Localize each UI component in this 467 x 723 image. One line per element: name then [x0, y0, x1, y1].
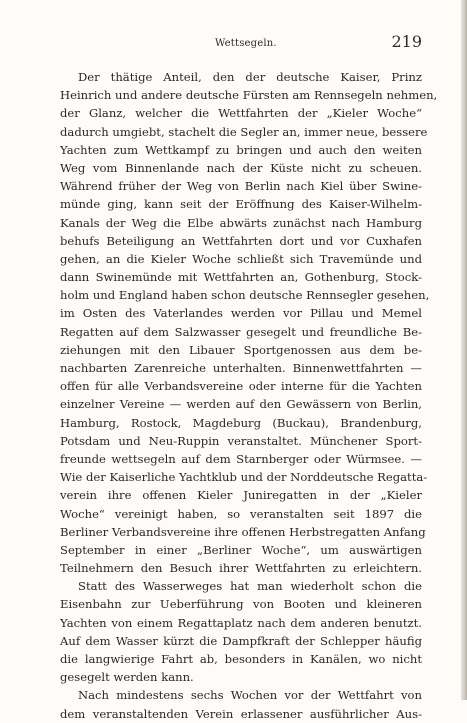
text-line: Berliner Verbandsvereine ihre offenen Herbstregatten Anfang: [60, 524, 426, 539]
text-line: dem veranstaltenden Verein erlassener ausführlicher Aus-: [60, 706, 422, 721]
text-line: verein ihre offenen Kieler Juniregatten in der „Kieler: [60, 488, 422, 503]
text-line: gehen, an die Kieler Woche schließt sich Travemünde und: [60, 251, 422, 266]
text-line: nachbarten Zarenreiche unterhalten. Binnenwettfahrten —: [60, 361, 422, 375]
text-line: Eisenbahn zur Ueberführung von Booten und kleineren: [60, 597, 422, 612]
text-line: die langwierige Fahrt ab, besonders in Kanälen, wo nicht: [60, 652, 422, 666]
text-line: holm und England haben schon deutsche Rennsegler gesehen,: [60, 288, 430, 303]
text-line: Nach mindestens sechs Wochen vor der Wettfahrt von: [78, 688, 422, 703]
text-line: Potsdam und Neu-Ruppin veranstaltet. Münchener Sport-: [60, 433, 422, 448]
text-line: Yachten zum Wettkampf zu bringen und auch den weiten: [60, 142, 422, 157]
body-text: [60, 68, 438, 723]
text-line: Yachten von einem Regattaplatz nach dem anderen benutzt.: [60, 615, 422, 630]
text-line: Teilnehmern den Besuch ihrer Wettfahrten zu erleichtern.: [60, 561, 422, 576]
text-line: freunde wettsegeln auf dem Starnberger oder Würmsee. —: [60, 451, 422, 466]
page-edge-shadow: [461, 0, 467, 700]
text-line: September in einer „Berliner Woche“, um auswärtigen: [60, 542, 422, 557]
page-header: [60, 30, 422, 56]
text-line: Woche“ vereinigt haben, so veranstalten seit 1897 die: [60, 506, 422, 521]
text-line: dann Swinemünde mit Wettfahrten an, Gothenburg, Stock-: [60, 270, 422, 285]
text-line: gesegelt werden kann.: [60, 670, 194, 685]
text-line: Während früher der Weg von Berlin nach Kiel über Swine-: [60, 179, 422, 194]
text-line: einzelner Vereine — werden auf den Gewässern von Berlin,: [60, 397, 422, 412]
running-head: Wettsegeln.: [215, 38, 277, 49]
text-line: im Osten des Vaterlandes werden vor Pillau und Memel: [60, 306, 422, 321]
text-line: Auf dem Wasser kürzt die Dampfkraft der Schlepper häufig: [60, 633, 422, 648]
text-line: Regatten auf dem Salzwasser gesegelt und freundliche Be-: [60, 324, 422, 339]
text-line: ziehungen mit den Libauer Sportgenossen aus dem be-: [60, 342, 422, 357]
page-number: 219: [391, 32, 422, 51]
text-line: behufs Beteiligung an Wettfahrten dort und vor Cuxhafen: [60, 233, 422, 248]
text-line: Der thätige Anteil, den der deutsche Kaiser, Prinz: [78, 70, 422, 84]
text-line: Kanals der Weg die Elbe abwärts zunächst nach Hamburg: [60, 215, 422, 230]
text-line: Hamburg, Rostock, Magdeburg (Buckau), Brandenburg,: [60, 415, 422, 430]
text-line: Weg vom Binnenlande nach der Küste nicht zu scheuen.: [60, 160, 422, 175]
text-line: Statt des Wasserweges hat man wiederholt schon die: [78, 579, 422, 594]
text-line: der Glanz, welcher die Wettfahrten der „Kieler Woche“: [60, 106, 422, 121]
text-line: Heinrich und andere deutsche Fürsten am Rennsegeln nehmen,: [60, 88, 438, 103]
text-line: Wie der Kaiserliche Yachtklub und der Norddeutsche Regatta-: [60, 470, 428, 485]
text-line: offen für alle Verbandsvereine oder interne für die Yachten: [60, 379, 422, 394]
text-line: münde ging, kann seit der Eröffnung des Kaiser-Wilhelm-: [60, 197, 422, 212]
text-line: dadurch umgiebt, stachelt die Segler an, immer neue, bessere: [60, 124, 428, 139]
